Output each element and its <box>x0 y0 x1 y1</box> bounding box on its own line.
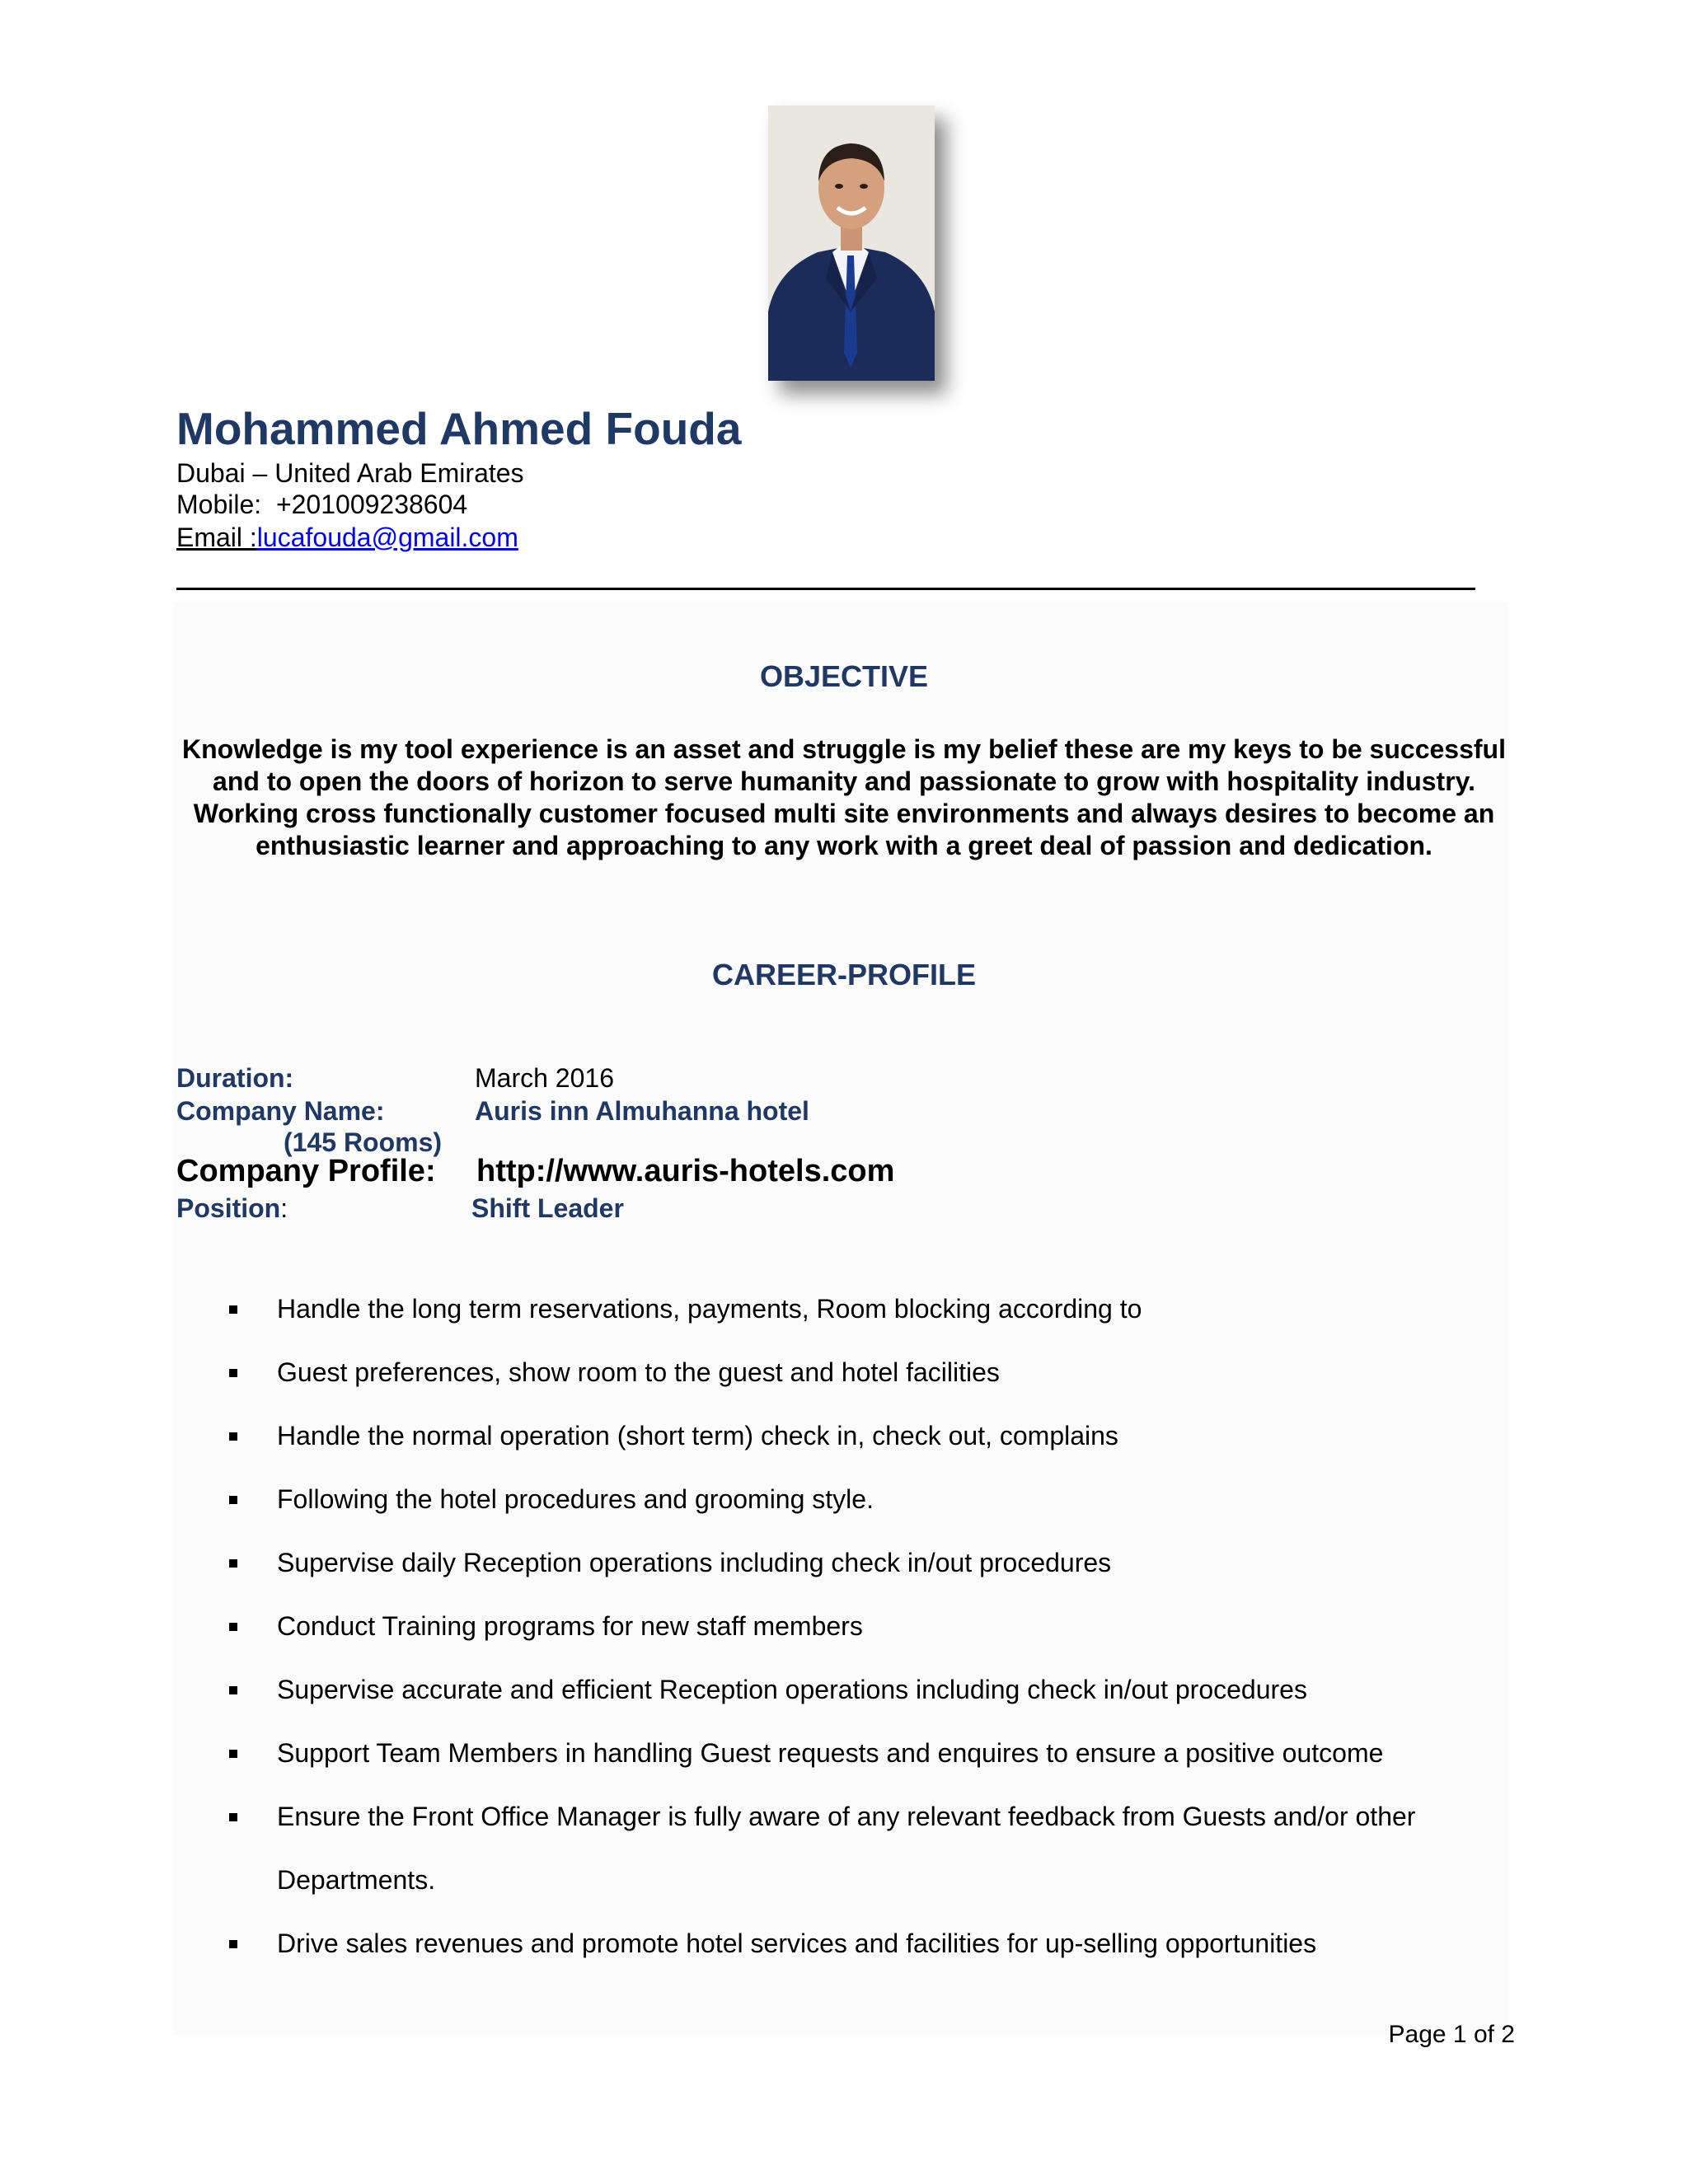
page-number: Page 1 of 2 <box>1388 2021 1515 2048</box>
list-item: Support Team Members in handling Guest requests and enquires to ensure a positive outcome <box>277 1738 1384 1768</box>
bullet-icon <box>229 1432 237 1441</box>
bullet-icon <box>229 1496 237 1504</box>
bullet-icon <box>229 1623 237 1631</box>
candidate-name: Mohammed Ahmed Fouda <box>176 403 742 454</box>
email-label: Email : <box>176 523 257 552</box>
list-item: Ensure the Front Office Manager is fully aware of any relevant feedback from Guests and/or other <box>277 1802 1416 1831</box>
list-item: Handle the normal operation (short term) check in, check out, complains <box>277 1421 1118 1451</box>
bullet-icon <box>229 1940 237 1948</box>
email-link[interactable]: lucafouda@gmail.com <box>256 523 518 552</box>
rooms-count: (145 Rooms) <box>284 1127 443 1157</box>
list-item: Following the hotel procedures and grooming style. <box>277 1484 874 1514</box>
position-label: Position: <box>176 1193 288 1223</box>
list-item: Drive sales revenues and promote hotel services and facilities for up-selling opportunities <box>277 1929 1317 1958</box>
mobile-label: Mobile: <box>176 490 262 519</box>
mobile-value: +201009238604 <box>275 490 468 519</box>
company-profile-link[interactable]: http://www.auris-hotels.com <box>476 1154 895 1188</box>
list-item: Conduct Training programs for new staff members <box>277 1611 863 1641</box>
location: Dubai – United Arab Emirates <box>176 458 524 488</box>
bullet-icon <box>229 1559 237 1568</box>
bullet-icon <box>229 1686 237 1694</box>
duration-value: March 2016 <box>475 1063 614 1093</box>
list-item: Guest preferences, show room to the guest and hotel facilities <box>277 1357 1000 1387</box>
company-name-label: Company Name: <box>176 1096 385 1126</box>
bullet-icon <box>229 1369 237 1377</box>
list-item: Handle the long term reservations, payments, Room blocking according to <box>277 1294 1142 1324</box>
duration-label: Duration: <box>176 1063 294 1093</box>
profile-photo-illustration <box>768 105 935 381</box>
profile-photo <box>768 105 935 381</box>
bullet-icon <box>229 1750 237 1758</box>
bullet-icon <box>229 1305 237 1314</box>
list-item: Supervise accurate and efficient Reception operations including check in/out procedures <box>277 1675 1307 1704</box>
objective-text: Knowledge is my tool experience is an asset and struggle is my belief these are my keys to be successful and to open the doors of horizon to serve humanity and passionate to grow with hospitality industry. Working cross functionally customer focused multi site environments and always desires to become an enthusiastic learner and approaching to any work with a greet deal of passion and dedication. <box>182 734 1506 860</box>
list-item: Supervise daily Reception operations including check in/out procedures <box>277 1548 1112 1577</box>
email-line <box>176 523 518 553</box>
mobile-line <box>176 490 467 520</box>
list-item-continuation: Departments. <box>277 1865 436 1895</box>
company-name-value: Auris inn Almuhanna hotel <box>475 1096 809 1126</box>
position-value: Shift Leader <box>471 1193 624 1223</box>
bullet-icon <box>229 1813 237 1821</box>
header-divider <box>176 588 1475 590</box>
career-profile-heading: CAREER-PROFILE <box>711 958 976 991</box>
company-profile-label: Company Profile: <box>176 1154 436 1188</box>
objective-heading: OBJECTIVE <box>759 659 929 693</box>
